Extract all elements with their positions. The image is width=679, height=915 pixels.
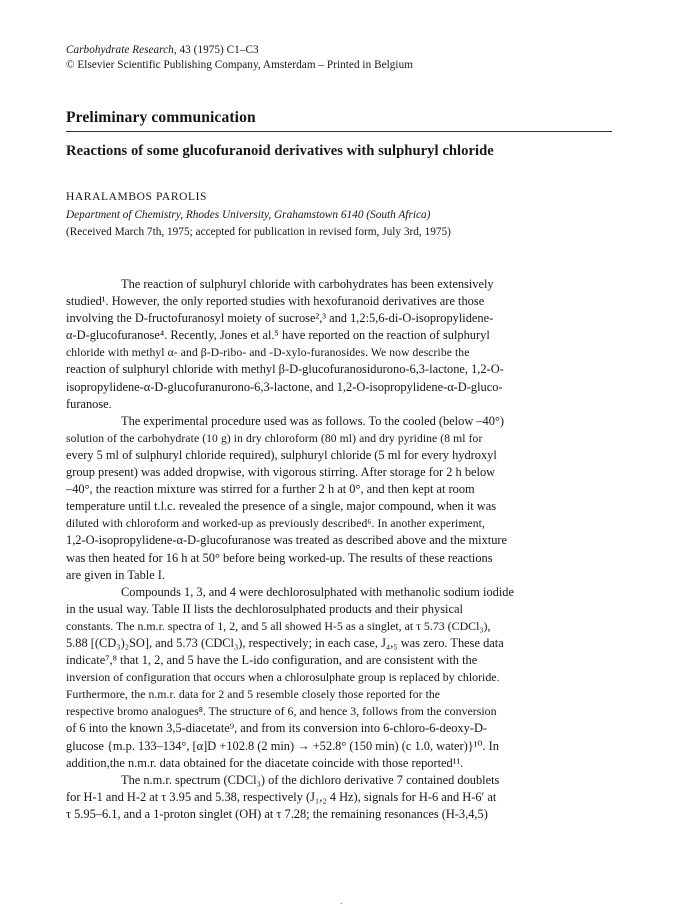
body-line: respective bromo analogues⁸. The structure of 6, and hence 3, follows from the conversion <box>66 704 497 719</box>
body-line: every 5 ml of sulphuryl chloride required), sulphuryl chloride (5 ml for every hydroxyl <box>66 447 497 462</box>
body-line: involving the D-fructofuranosyl moiety of sucrose²,³ and 1,2:5,6-di-O-isopropylidene- <box>66 311 494 326</box>
journal-volume-pages: 43 (1975) C1–C3 <box>176 44 259 56</box>
heading-rule <box>66 131 612 132</box>
journal-name: Carbohydrate Research, <box>66 44 177 56</box>
article-title: Reactions of some glucofuranoid derivatives with sulphuryl chloride <box>66 143 494 159</box>
journal-header <box>66 43 413 73</box>
body-line: indicate⁷,⁸ that 1, 2, and 5 have the L-ido configuration, and are consistent with the <box>66 653 478 668</box>
body-line: The experimental procedure used was as follows. To the cooled (below –40°) <box>121 413 505 428</box>
body-line: The reaction of sulphuryl chloride with carbohydrates has been extensively <box>121 277 494 291</box>
body-line: solution of the carbohydrate (10 g) in dry chloroform (80 ml) and dry pyridine (8 ml for <box>66 431 483 445</box>
body-line: glucose {m.p. 133–134°, [α]D +102.8 (2 min) → +52.8° (150 min) (c 1.0, water)}¹⁰. In <box>66 738 499 753</box>
body-line: for H-1 and H-2 at τ 3.95 and 5.38, respectively (J₁,₂ 4 Hz), signals for H-6 and H-6′ at <box>66 789 497 804</box>
body-line: τ 5.95–6.1, and a 1-proton singlet (OH) at τ 7.28; the remaining resonances (H-3,4,5) <box>66 806 488 821</box>
footer-mark: . <box>340 896 343 907</box>
article-body <box>66 276 626 823</box>
body-line: studied¹. However, the only reported studies with hexofuranoid derivatives are those <box>66 294 485 309</box>
body-line: are given in Table I. <box>66 567 166 582</box>
body-line: in the usual way. Table II lists the dechlorosulphated products and their physical <box>66 601 463 616</box>
body-line: α-D-glucofuranose⁴. Recently, Jones et al.⁵ have reported on the reaction of sulphuryl <box>66 328 490 343</box>
body-line: isopropylidene-α-D-glucofuranurono-6,3-lactone, and 1,2-O-isopropylidene-α-D-gluco- <box>66 379 503 394</box>
body-line: The n.m.r. spectrum (CDCl₃) of the dichloro derivative 7 contained doublets <box>121 772 500 787</box>
body-line: temperature until t.l.c. revealed the presence of a single, major compound, when it was <box>66 499 497 514</box>
body-line: furanose. <box>66 396 112 411</box>
body-line: diluted with chloroform and worked-up as previously described⁶. In another experiment, <box>66 517 485 531</box>
section-heading: Preliminary communication <box>66 109 256 126</box>
body-line: addition,the n.m.r. data obtained for the diacetate coincide with those reported¹¹. <box>66 755 464 770</box>
body-line: Compounds 1, 3, and 4 were dechlorosulphated with methanolic sodium iodide <box>121 584 514 599</box>
author-name: HARALAMBOS PAROLIS <box>66 191 208 203</box>
body-line: group present) was added dropwise, with vigorous stirring. After storage for 2 h below <box>66 465 496 480</box>
body-line: was then heated for 16 h at 50° before being worked-up. The results of these reactions <box>66 550 493 565</box>
body-line: 5.88 [(CD₃)₂SO], and 5.73 (CDCl₃), respectively; in each case, J₄,₅ was zero. These data <box>66 635 504 650</box>
received-dates: (Received March 7th, 1975; accepted for publication in revised form, July 3rd, 1975) <box>66 226 451 238</box>
body-line: of 6 into the known 3,5-diacetate⁹, and from its conversion into 6-chloro-6-deoxy-D- <box>66 721 488 736</box>
body-line: chloride with methyl α- and β-D-ribo- and -D-xylo-furanosides. We now describe the <box>66 346 470 360</box>
body-line: –40°, the reaction mixture was stirred for a further 2 h at 0°, and then kept at room <box>66 482 475 497</box>
body-line: 1,2-O-isopropylidene-α-D-glucofuranose was treated as described above and the mixture <box>66 533 508 548</box>
body-line: constants. The n.m.r. spectra of 1, 2, and 5 all showed H-5 as a singlet, at τ 5.73 (CDCl₃), <box>66 618 491 633</box>
copyright-line: © Elsevier Scientific Publishing Company, Amsterdam – Printed in Belgium <box>66 59 413 71</box>
body-line: inversion of configuration that occurs when a chlorosulphate group is replaced by chloride. <box>66 670 500 685</box>
journal-citation <box>66 43 413 58</box>
body-line: Furthermore, the n.m.r. data for 2 and 5 resemble closely those reported for the <box>66 688 441 702</box>
body-line: reaction of sulphuryl chloride with methyl β-D-glucofuranosidurono-6,3-lactone, 1,2-O- <box>66 362 504 377</box>
author-affiliation: Department of Chemistry, Rhodes University, Grahamstown 6140 (South Africa) <box>66 209 431 221</box>
